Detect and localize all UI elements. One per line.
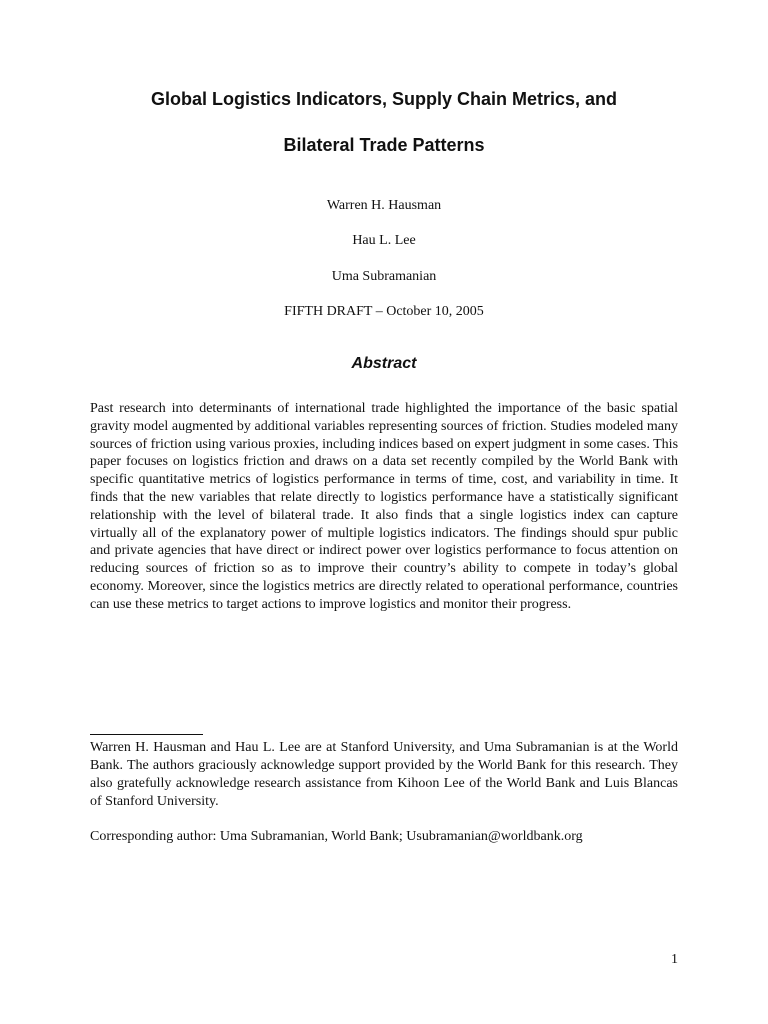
- footnote-divider: [90, 734, 203, 735]
- paper-title-line-2: Bilateral Trade Patterns: [283, 135, 485, 155]
- corresponding-author-note: Corresponding author: Uma Subramanian, World Bank; Usubramanian@worldbank.org: [90, 829, 583, 844]
- author-name: Hau L. Lee: [352, 233, 416, 248]
- author-affiliation-footnote: Warren H. Hausman and Hau L. Lee are at Stanford University, and Uma Subramanian is at the World Bank. The authors graciously acknowledge support provided by the World Bank for this research. They also gratefully acknowledge research assistance from Kihoon Lee of the World Bank and Luis Blancas of Stanford University.: [90, 740, 678, 809]
- abstract-heading: Abstract: [351, 355, 417, 372]
- author-name: Uma Subramanian: [331, 269, 437, 284]
- author-name: Warren H. Hausman: [326, 198, 442, 213]
- paper-title-line-1: Global Logistics Indicators, Supply Chain Metrics, and: [150, 89, 618, 109]
- draft-date: FIFTH DRAFT – October 10, 2005: [284, 304, 484, 319]
- abstract-paragraph: Past research into determinants of international trade highlighted the importance of the basic spatial gravity model augmented by additional variables representing sources of friction. Studies modeled many sources of friction using various proxies, including indices based on expert judgment in some cases. This paper focuses on logistics friction and draws on a data set recently compiled by the World Bank with specific quantitative metrics of logistics performance in terms of time, cost, and variability in time. It finds that the new variables that relate directly to logistics performance have a statistically significant relationship with the level of bilateral trade. It also finds that a single logistics index can capture virtually all of the explanatory power of multiple logistics indicators. The findings should spur public and private agencies that have direct or indirect power over logistics performance to focus attention on reducing sources of friction so as to improve their country’s ability to compete in today’s global economy. Moreover, since the logistics metrics are directly related to operational performance, countries can use these metrics to target actions to improve logistics and monitor their progress.: [90, 401, 679, 612]
- page-number: 1: [671, 952, 678, 967]
